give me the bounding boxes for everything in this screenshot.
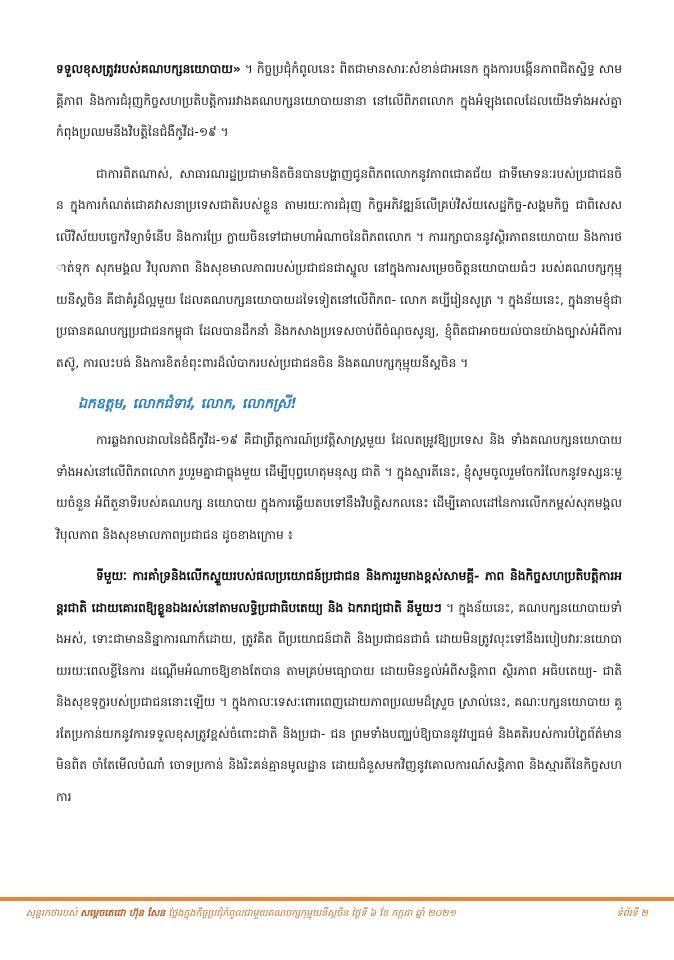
footer-speaker: សម្តេចតេជោ ហ៊ុន សែន bbox=[80, 908, 166, 919]
page-number: ទំព័រទី ២ bbox=[616, 908, 648, 919]
paragraph-4-text: ។ ក្នុងន័យនេះ, គណបក្សនយោបាយទាំងអស់, ទោះជាមាននិន្នាការណាក៏ដោយ, ត្រូវគិត ពីប្រយោជន៍ជាតិ និងប្រជាជនជាធំ ដោយមិនត្រូវលុះទៅនឹងរបៀបវារៈនយោបាយរយៈពេលខ្លីនៃការ ដណ្តើមអំណាចឱ្យខាងតែបាន តាមគ្រប់មធ្យោបាយ ដោយមិនខ្វល់អំពីសន្តិភាព ស្ថិរភាព អធិបតេយ្យ- ជាតិ និងសុខទុក្ខរបស់ប្រជាជននោះឡើយ ។ ក្នុងកាលៈទេសៈពោរពេញដោយភាពប្រឈមដ៏ស្រួច ស្រាល់នេះ, គណៈបក្សនយោបាយ គួរតែប្រកាន់យកនូវការទទួលខុសត្រូវខ្ពស់ចំពោះជាតិ និងប្រជា- ជន ព្រមទាំងបញ្ឈប់ឱ្យបាននូវវប្បធម៌ និងគតិរបស់ការបំភ្លៃព័ត៌មានមិនពិត ចាំតែមើលបំណាំ ចោទប្រកាន់ និងរិះគន់គ្មានមូលដ្ឋាន ដោយជំនួសមកវិញនូវគោលការណ៍សន្តិភាព និងស្មារតីនៃកិច្ចសហការ bbox=[56, 600, 622, 804]
paragraph-1-text: ។ កិច្ចប្រជុំកំពូលនេះ ពិតជាមានសារៈសំខាន់ជាអនេក ក្នុងការបង្កើនភាពជិតស្និទ្ធ សាមគ្គីភាព និងការជំរុញកិច្ចសហប្រតិបត្តិការរវាងគណបក្សនយោបាយនានា នៅលើពិភពលោក ក្នុងអំឡុងពេលដែលយើងទាំងអស់គ្នាកំពុងប្រឈមនឹងវិបត្តិនៃជំងឺកូវីដ-១៩ ។ bbox=[56, 62, 622, 139]
footer-divider bbox=[0, 897, 674, 901]
paragraph-1-lead: ទទួលខុសត្រូវរបស់គណបក្សនយោបាយ» bbox=[56, 62, 241, 76]
footer-caption bbox=[26, 907, 546, 921]
salutation-heading: ឯកឧត្តម, លោកជំទាវ, លោក, លោកស្រី! bbox=[78, 396, 297, 412]
footer-suffix: ថ្លែងក្នុងកិច្ចប្រជុំកំពូលជាមួយគណបក្សកុម្មុយនីស្តចិន ថ្ងៃទី ៦ ខែ កក្កដា ឆ្នាំ ២០២១ bbox=[165, 908, 456, 919]
paragraph-3: ការឆ្លងរាលដាលនៃជំងឺកូវីដ-១៩ គឺជាព្រឹត្តការណ៍ប្រវត្តិសាស្ត្រមួយ ដែលតម្រូវឱ្យប្រទេស និង ទាំងគណបក្សនយោបាយទាំងអស់នៅលើពិភពលោក រួបរួមគ្នាជាធ្លុងមួយ ដើម្បីបុព្វហេតុមនុស្ស ជាតិ ។ ក្នុងស្មារតីនេះ, ខ្ញុំសូមចូលរួមចែករំលែកនូវទស្សនៈមួយចំនួន អំពីតួនាទីរបស់គណបក្ស នយោបាយ ក្នុងការឆ្លើយតបទៅនឹងវិបត្តិសកលនេះ ដើម្បីគោលដៅនៃការលើកកម្ពស់សុភមង្គល វិបុលភាព និងសុខមាលភាពប្រជាជន ដូចខាងក្រោម ៖ bbox=[56, 433, 622, 542]
paragraph-4-lead: ទីមួយៈ ការគាំទ្រនិងលើកស្ទួយរបស់ផលប្រយោជន៍ប្រជាជន និងការរួមរាងខ្ពស់សាមគ្គី- ភាព និងកិច្ចសហប្រតិបត្តិការអន្តរជាតិ ដោយគោរពឱ្យខ្លួនឯងរស់នៅតាមលទ្ធិប្រជាធិបតេយ្យ និង ឯករាជ្យជាតិ នីមួយៗ bbox=[56, 569, 622, 615]
paragraph-2: ជាការពិតណាស់, សាធារណរដ្ឋប្រជាមានិតចិនបានបង្ហាញជូនពិភពលោកនូវភាពជោគជ័យ ជាទីមោទនៈរបស់ប្រជាជនចិន ក្នុងការកំណត់ជោគវាសនាប្រទេសជាតិរបស់ខ្លួន តាមរយៈការជំរុញ កិច្ចអភិវឌ្ឍន៍លើគ្រប់វិស័យសេដ្ឋកិច្ច-សង្គមកិច្ច ជាពិសេសលើវិស័យបច្ចេកវិទ្យាទំនើប និងការប្រែ ក្លាយចិនទៅជាមហាអំណាចនៃពិភពលោក ។ ការរក្សាបាននូវស្ថិរភាពនយោបាយ និងការថាត់ទុក សុភមង្គល វិបុលភាព និងសុខមាលភាពរបស់ប្រជាជនជាស្នូល នៅក្នុងការសម្រេចចិត្តនយោបាយធំៗ របស់គណបក្សកុម្មុយនីស្តចិន គឺជាគំរូដ៏ល្អមួយ ដែលគណបក្សនយោបាយដទៃទៀតនៅលើពិភព- លោក គប្បីរៀនសូត្រ ។ ក្នុងន័យនេះ, ក្នុងនាមខ្ញុំជាប្រធានគណបក្សប្រជាជនកម្ពុជា ដែលបានដឹកនាំ និងកសាងប្រទេសចាប់ពីចំណុចសូន្យ, ខ្ញុំពិតជាអាចយល់បានយ៉ាងច្បាស់អំពីការតស៊ូ, ការលះបង់ និងការខិតខំពុះពារដ៏លំបាករបស់ប្រជាជនចិន និងគណបក្សកុម្មុយនីស្តចិន ។ bbox=[56, 166, 622, 370]
paragraph-4 bbox=[56, 561, 622, 813]
paragraph-1 bbox=[56, 54, 622, 149]
footer-prefix: សុន្ទរកថារបស់ bbox=[26, 908, 81, 919]
page-footer bbox=[0, 903, 674, 960]
